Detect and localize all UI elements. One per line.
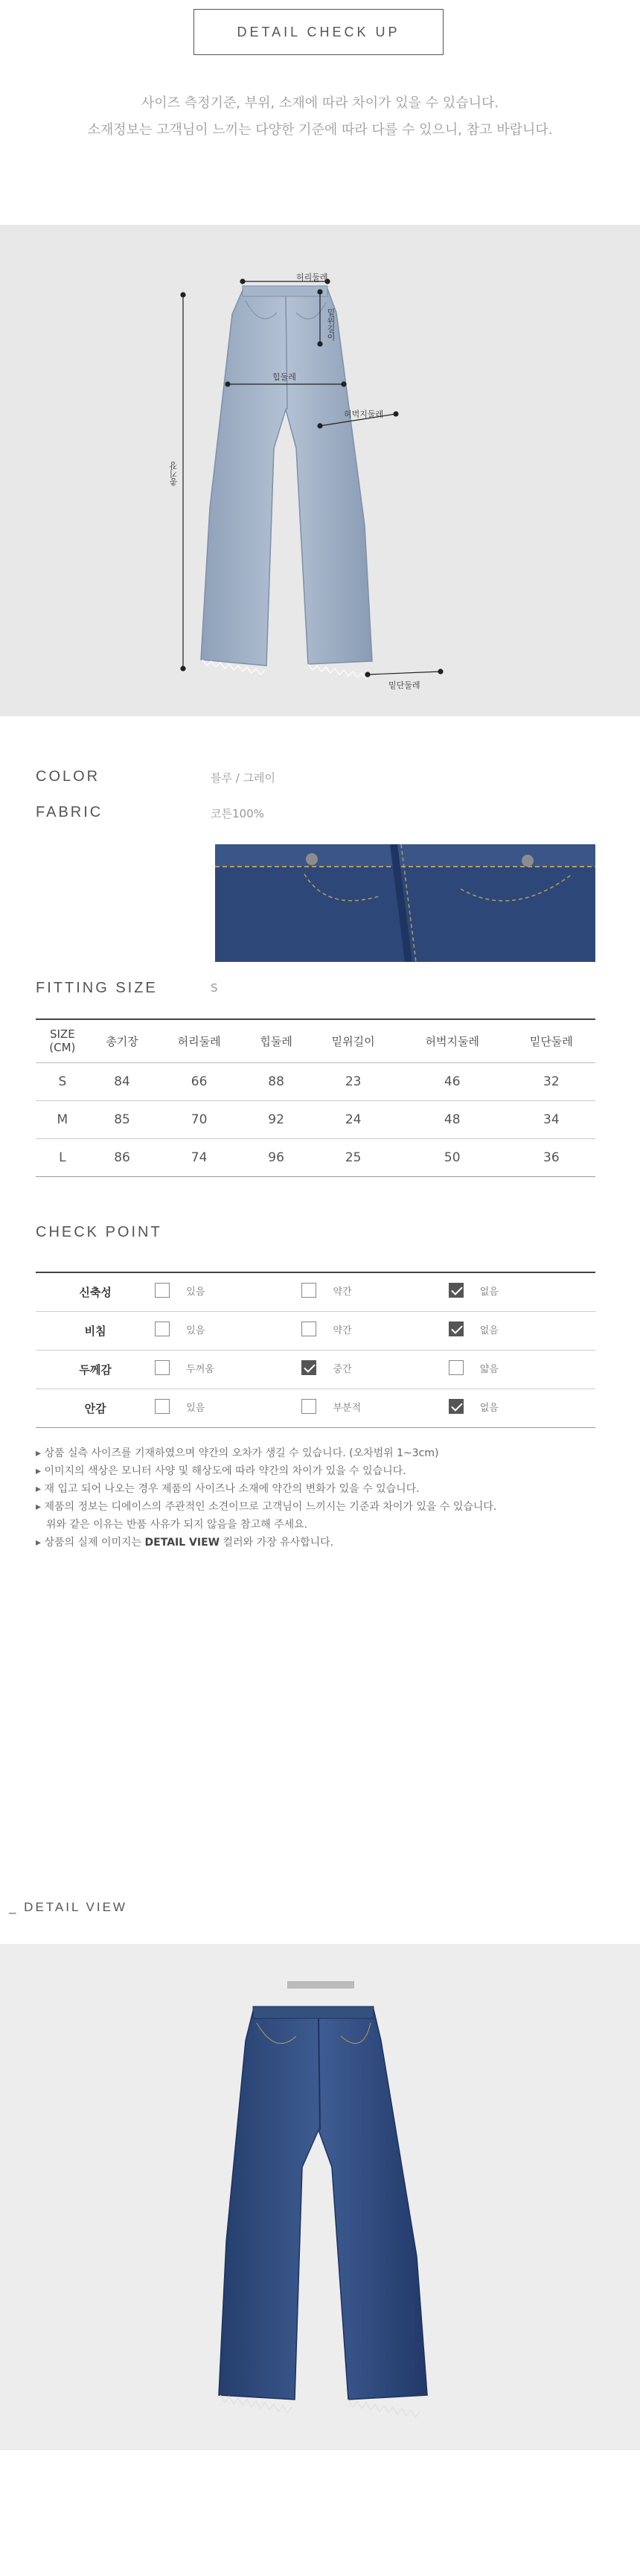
notes-list — [36, 1444, 601, 1552]
thigh-measure-label: 허벅지둘레 — [344, 409, 384, 419]
table-row — [36, 1138, 595, 1176]
size-table-header: 밑단둘레 — [508, 1019, 595, 1062]
check-point-option-wrap — [155, 1360, 214, 1375]
size-table-header: SIZE (CM) — [36, 1019, 89, 1062]
checkbox[interactable] — [449, 1360, 464, 1375]
fitting-size-value: S — [211, 981, 218, 995]
check-point-option-label: 있음 — [186, 1402, 205, 1414]
table-cell: 74 — [155, 1138, 243, 1176]
table-cell: L — [36, 1138, 89, 1176]
detail-view-label: _ DETAIL VIEW — [9, 1900, 127, 1914]
fabric-closeup-image — [215, 844, 595, 962]
check-point-category: 두께감 — [36, 1350, 155, 1389]
note-item: ▸ 재 입고 되어 나오는 경우 제품의 사이즈나 소재에 약간의 변화가 있을 수 있습니다. — [36, 1483, 420, 1495]
table-cell: 36 — [508, 1138, 595, 1176]
table-cell: 24 — [309, 1100, 397, 1138]
check-point-option-wrap — [155, 1399, 205, 1414]
check-point-table — [36, 1272, 595, 1428]
table-cell: 86 — [89, 1138, 156, 1176]
fabric-label: FABRIC — [36, 804, 103, 820]
check-point-option — [449, 1272, 595, 1311]
check-point-option — [155, 1350, 301, 1389]
check-point-category: 신축성 — [36, 1272, 155, 1311]
table-cell: 46 — [397, 1062, 508, 1100]
check-point-row — [36, 1350, 595, 1389]
check-point-option — [155, 1389, 301, 1427]
check-point-option-label: 있음 — [186, 1324, 205, 1336]
color-value: 블루 / 그레이 — [211, 771, 276, 785]
table-cell: 70 — [155, 1100, 243, 1138]
check-point-option-label: 약간 — [333, 1324, 352, 1336]
notice-line-1: 사이즈 측정기준, 부위, 소재에 따라 차이가 있을 수 있습니다. — [141, 95, 499, 111]
note-item: ▸ 상품 실측 사이즈를 기재하였으며 약간의 오차가 생길 수 있습니다. (오차범위 1~3cm) — [36, 1447, 439, 1459]
checkbox-checked[interactable] — [449, 1322, 464, 1336]
detail-view-emphasis: DETAIL VIEW — [144, 1537, 220, 1549]
check-point-option-wrap — [449, 1399, 499, 1414]
check-point-option-label: 없음 — [479, 1402, 499, 1414]
total-length-measure-label: 총기장 — [169, 462, 179, 486]
table-cell: 92 — [243, 1100, 310, 1138]
check-point-option-wrap — [449, 1360, 499, 1375]
check-point-category: 안감 — [36, 1389, 155, 1427]
table-cell: 25 — [309, 1138, 397, 1176]
check-point-option-label: 약간 — [333, 1286, 352, 1298]
color-label: COLOR — [36, 768, 100, 785]
hip-measure-label: 힙둘레 — [272, 372, 296, 382]
check-point-option-label: 있음 — [186, 1286, 205, 1298]
hem-measure-label: 밑단둘레 — [388, 680, 420, 690]
check-point-option — [301, 1350, 448, 1389]
dark-jeans-illustration — [0, 1944, 640, 2450]
check-point-option-label: 중간 — [333, 1363, 352, 1375]
check-point-option-wrap — [301, 1283, 351, 1298]
table-cell: S — [36, 1062, 89, 1100]
check-point-option-wrap — [155, 1322, 205, 1336]
size-table-header: 힙둘레 — [243, 1019, 310, 1062]
checkbox[interactable] — [301, 1283, 316, 1298]
note-item — [36, 1534, 601, 1552]
check-point-option-wrap — [301, 1360, 351, 1375]
check-point-option-wrap — [301, 1322, 351, 1336]
check-point-option — [449, 1311, 595, 1350]
table-cell: 66 — [155, 1062, 243, 1100]
check-point-option-wrap — [449, 1322, 499, 1336]
checkbox-checked[interactable] — [449, 1399, 464, 1414]
jeans-measurement-illustration — [0, 225, 640, 716]
size-table-header: 총기장 — [89, 1019, 156, 1062]
table-cell: 50 — [397, 1138, 508, 1176]
table-cell: 48 — [397, 1100, 508, 1138]
check-point-option-wrap — [155, 1283, 205, 1298]
check-point-option-label: 없음 — [479, 1324, 499, 1336]
check-point-option — [449, 1389, 595, 1427]
checkbox[interactable] — [155, 1360, 170, 1375]
notice-line-2: 소재정보는 고객님이 느끼는 다양한 기준에 따라 다를 수 있으니, 참고 바랍니다. — [87, 122, 553, 138]
detail-view-photo — [0, 1944, 640, 2450]
size-table-header: 밑위길이 — [309, 1019, 397, 1062]
note-item: ▸ 제품의 정보는 디에이스의 주관적인 소견이므로 고객님이 느끼시는 기준과 차이가 있을 수 있습니다. — [36, 1501, 497, 1513]
check-point-category: 비침 — [36, 1311, 155, 1350]
size-table-header: 허리둘레 — [155, 1019, 243, 1062]
check-point-option-wrap — [301, 1399, 361, 1414]
check-point-option-label: 부분적 — [333, 1402, 362, 1414]
table-row — [36, 1062, 595, 1100]
waist-measure-label: 허리둘레 — [296, 272, 328, 282]
check-point-title: CHECK POINT — [36, 1224, 162, 1240]
check-point-row — [36, 1311, 595, 1350]
check-point-option — [155, 1311, 301, 1350]
checkbox[interactable] — [155, 1322, 170, 1336]
check-point-option — [301, 1389, 448, 1427]
check-point-row — [36, 1272, 595, 1311]
fitting-size-label: FITTING SIZE — [36, 980, 158, 996]
checkbox-checked[interactable] — [301, 1360, 316, 1375]
checkbox[interactable] — [301, 1399, 316, 1414]
measurement-photo — [0, 225, 640, 716]
check-point-option-label: 두꺼움 — [186, 1363, 214, 1375]
check-point-option-wrap — [449, 1283, 499, 1298]
fabric-value: 코튼100% — [211, 807, 264, 820]
size-table-header-row — [36, 1019, 595, 1062]
check-point-option — [301, 1311, 448, 1350]
checkbox-checked[interactable] — [449, 1283, 464, 1298]
table-cell: 32 — [508, 1062, 595, 1100]
check-point-option-label: 얇음 — [479, 1363, 499, 1375]
check-point-option — [449, 1350, 595, 1389]
note-item: 위와 같은 이유는 반품 사유가 되지 않음을 참고해 주세요. — [46, 1519, 308, 1531]
table-cell: 84 — [89, 1062, 156, 1100]
checkbox[interactable] — [301, 1322, 316, 1336]
size-table-header: 허벅지둘레 — [397, 1019, 508, 1062]
note-text: ▸ 상품의 실제 이미지는 — [36, 1537, 145, 1549]
check-point-option — [301, 1272, 448, 1311]
check-point-row — [36, 1389, 595, 1427]
table-cell: 96 — [243, 1138, 310, 1176]
table-cell: 23 — [309, 1062, 397, 1100]
note-text: 컬러와 가장 유사합니다. — [220, 1537, 334, 1549]
size-table — [36, 1018, 595, 1177]
checkbox[interactable] — [155, 1283, 170, 1298]
table-cell: M — [36, 1100, 89, 1138]
note-item: ▸ 이미지의 색상은 모니터 사양 및 해상도에 따라 약간의 차이가 있을 수 있습니다. — [36, 1465, 406, 1477]
table-cell: 88 — [243, 1062, 310, 1100]
checkbox[interactable] — [155, 1399, 170, 1414]
table-row — [36, 1100, 595, 1138]
detail-check-up-title: DETAIL CHECK UP — [193, 9, 444, 55]
table-cell: 85 — [89, 1100, 156, 1138]
check-point-option-label: 없음 — [479, 1286, 499, 1298]
table-cell: 34 — [508, 1100, 595, 1138]
rise-measure-label: 밑위길이 — [326, 308, 336, 341]
check-point-option — [155, 1272, 301, 1311]
